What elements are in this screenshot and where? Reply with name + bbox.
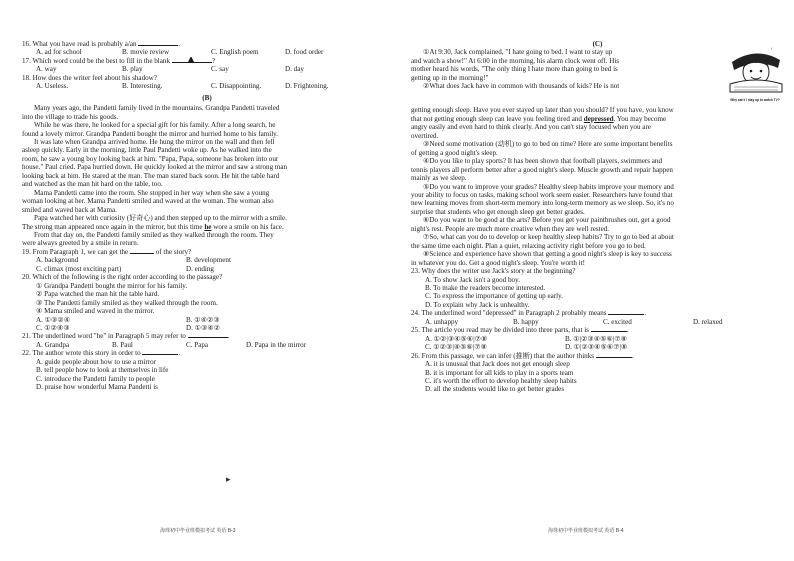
passage-text: wore a smile on his face. bbox=[211, 222, 284, 231]
cartoon-caption: Why can't I stay up to watch TV? bbox=[730, 97, 780, 102]
question-17: 17. Which word could be the best to fill in the blank ? bbox=[22, 56, 215, 65]
question-23: 23. Why does the writer use Jack's story at the beginning? bbox=[411, 267, 576, 276]
option-d: D. praise how wonderful Mama Pandetti is bbox=[36, 383, 158, 392]
option-d: D. food order bbox=[285, 48, 324, 57]
passage-line: ②What does Jack have in common with thousands of kids? He is not bbox=[423, 82, 620, 91]
question-24-stem: 24. The underlined word "depressed" in Paragraph 2 probably means bbox=[411, 309, 607, 318]
question-18-options bbox=[22, 82, 392, 90]
option-c: C. Disappointing. bbox=[211, 82, 262, 91]
option-c: C. ①②④③ bbox=[36, 323, 70, 332]
order-item: ① Grandpa Pandetti bought the mirror for his family. bbox=[36, 281, 188, 290]
option-d: D. ①③④② bbox=[186, 323, 221, 332]
passage-line: ③Need some motivation (动机) to go to bed on time? Here are some important benefits bbox=[423, 140, 673, 149]
question-21-options bbox=[22, 341, 392, 349]
right-page-column bbox=[411, 40, 784, 394]
passage-line: mother heard his words, "The only thing I hate more than going to bed is bbox=[411, 65, 618, 74]
passage-line: surprise that students who get enough sleep get better grades. bbox=[411, 207, 585, 216]
option-c: C. say bbox=[211, 65, 229, 74]
passage-c-intro bbox=[411, 48, 722, 106]
question-20-options bbox=[22, 316, 392, 324]
order-item: ② Papa watched the man hit the table hard. bbox=[36, 290, 160, 299]
question-17-stem: 17. Which word could be the best to fill in the blank bbox=[22, 56, 171, 65]
question-16: 16. What you have read is probably a/an . bbox=[22, 40, 181, 48]
option-b: B. ①④②③ bbox=[186, 315, 220, 324]
question-24-options bbox=[411, 318, 784, 326]
passage-line: and watched as the man hit hard on the table, too. bbox=[22, 180, 163, 189]
question-20-options-2 bbox=[22, 324, 392, 332]
option-a: A. unhappy bbox=[425, 317, 459, 326]
passage-b bbox=[22, 104, 392, 248]
underlined-word-depressed: depressed bbox=[583, 114, 614, 123]
right-page-footer: 海珠初中毕业班模拟考试 英语 B-4 bbox=[548, 528, 624, 534]
option-d: D. relaxed bbox=[693, 317, 723, 326]
passage-line: While he was there, he looked for a special gift for his family. After a long search, he bbox=[34, 121, 276, 130]
passage-c-body bbox=[411, 106, 784, 267]
passage-line: new learning moves from short-term memory into long-term memory as we sleep. So, it's no bbox=[411, 199, 674, 208]
passage-line: ⑧Science and experience have shown that getting a good night's sleep is key to success bbox=[423, 250, 672, 259]
option-b: B. tell people how to look at themselves in life bbox=[36, 366, 169, 375]
question-19-options bbox=[22, 256, 392, 264]
passage-line: house." Paul cried. Papa hurried down. He quickly looked at the mirror and saw a strong man bbox=[22, 163, 288, 172]
cartoon-illustration bbox=[726, 44, 784, 106]
intro-with-cartoon bbox=[411, 48, 784, 106]
passage-text: The strong man appeared once again in the mirror, but this time bbox=[22, 222, 205, 231]
passage-line: looking back at him. He stared at the man. The man stared back soon. He hit the table hard bbox=[22, 171, 280, 180]
underlined-word-he: he bbox=[204, 222, 212, 231]
passage-line: ④Do you like to play sports? It has been shown that football players, swimmers and bbox=[423, 157, 663, 166]
passage-line: night's rest. People are much more creative when they are well rested. bbox=[411, 224, 610, 233]
passage-line: getting up in the morning!" bbox=[411, 73, 489, 82]
answer-blank bbox=[138, 40, 178, 46]
option-b: B. Interesting. bbox=[122, 82, 163, 91]
passage-line: angry easily and even hard to think clearly. And you can't stay focused when you are bbox=[411, 123, 651, 132]
option-a: A. background bbox=[36, 256, 79, 265]
option-c: C. To express the importance of getting up early. bbox=[425, 292, 563, 301]
option-a: A. ①③②④ bbox=[36, 315, 71, 324]
question-24: 24. The underlined word "depressed" in Paragraph 2 probably means . bbox=[411, 309, 647, 318]
answer-blank bbox=[596, 352, 632, 358]
option-a: A. guide people about how to use a mirror bbox=[36, 357, 156, 366]
option-a: A. way bbox=[36, 65, 57, 74]
option-c: C. English poem bbox=[211, 48, 259, 57]
option-c: C. it's worth the effort to develop healthy sleep habits bbox=[425, 376, 577, 385]
question-19-options-2 bbox=[22, 265, 392, 273]
option-b: B. development bbox=[186, 256, 231, 265]
option-b: B. it is important for all kids to play in a sports team bbox=[425, 368, 574, 377]
passage-line: It was late when Grandpa arrived home. He hung the mirror on the wall and then fell bbox=[34, 137, 275, 146]
passage-line: smiled and waved back at Mama. bbox=[22, 205, 117, 214]
question-19-stem: 19. From Paragraph 1, we can get the bbox=[22, 247, 129, 256]
passage-line: were always greeted by a smile in return. bbox=[22, 239, 139, 248]
option-b: B. movie review bbox=[122, 48, 170, 57]
question-21-stem: 21. The underlined word "he" in Paragraph 5 may refer to bbox=[22, 332, 186, 341]
question-19-stem-end: of the story? bbox=[155, 247, 192, 256]
question-21: 21. The underlined word "he" in Paragraph 5 may refer to . bbox=[22, 332, 230, 341]
order-item: ④ Mama smiled and waved in the mirror. bbox=[36, 307, 155, 316]
passage-line-underlined-depressed bbox=[411, 115, 784, 123]
answer-blank bbox=[142, 349, 178, 355]
option-d: D. ending bbox=[186, 264, 214, 273]
question-18: 18. How does the writer feel about his shadow? bbox=[22, 73, 157, 82]
section-c-title: (C) bbox=[592, 40, 603, 48]
answer-blank bbox=[130, 248, 154, 254]
option-d: D. all the students would like to get better grades bbox=[425, 385, 565, 394]
question-25-stem: 25. The article you read may be divided into three parts, that is bbox=[411, 326, 589, 335]
passage-line: the same time each night. Plan a quiet, relaxing activity right before you go to bed. bbox=[411, 241, 646, 250]
left-page-column bbox=[22, 40, 392, 392]
option-b: B. Paul bbox=[112, 340, 133, 349]
passage-line: into the village to trade his goods. bbox=[22, 112, 119, 121]
passage-text: that not getting enough sleep can leave you feeling tired and bbox=[411, 114, 584, 123]
option-a: A. it is unusual that Jack does not get enough sleep bbox=[425, 360, 570, 369]
option-c: C. Papa bbox=[186, 340, 209, 349]
passage-line: ⑦So, what can you do to develop or keep healthy sleep habits? Try to go to bed at about bbox=[423, 233, 674, 242]
question-22-stem: 22. The author wrote this story in order to bbox=[22, 349, 141, 358]
section-b-title: (B) bbox=[202, 93, 212, 102]
option-a: A. To show Jack isn't a good boy. bbox=[425, 275, 520, 284]
answer-blank bbox=[608, 309, 644, 315]
question-25-options-2 bbox=[411, 343, 784, 351]
passage-line: your ability to focus on tasks, making school work seem easier. Researchers have found that bbox=[411, 190, 673, 199]
question-26-stem: 26. From this passage, we can infer (推断) that the author thinks bbox=[411, 351, 595, 360]
option-c: C. excited bbox=[603, 317, 632, 326]
passage-line: ⑤Do you want to improve your grades? Healthy sleep habits improve your memory and bbox=[423, 182, 674, 191]
question-17-options bbox=[22, 65, 392, 73]
answer-blank bbox=[591, 326, 627, 332]
passage-text: . You may become bbox=[613, 114, 667, 123]
passage-line: room, he saw a young boy looking back at him. "Papa, Papa, someone has broken into our bbox=[22, 154, 279, 163]
passage-line: getting enough sleep. Have you ever stayed up later than you should? If you have, you know bbox=[411, 106, 674, 115]
question-25-options bbox=[411, 335, 784, 343]
answer-blank bbox=[172, 57, 212, 63]
left-page-footer: 海珠初中毕业班模拟考试 英语 B-3 bbox=[160, 528, 236, 534]
question-26: 26. From this passage, we can infer (推断) that the author thinks . bbox=[411, 351, 634, 360]
option-d: D. Papa in the mirror bbox=[246, 340, 307, 349]
passage-line: woman looking at her. Mama Pandetti smiled and waved at the woman. The woman also bbox=[22, 197, 274, 206]
question-25: 25. The article you read may be divided into three parts, that is . bbox=[411, 326, 629, 335]
option-b: B. happy bbox=[513, 317, 539, 326]
passage-line: asleep quickly. Early in the morning, little Paul Pandetti woke up. As he walked into the bbox=[22, 146, 272, 155]
option-b: B. To make the readers become interested. bbox=[425, 283, 546, 292]
scan-mark-icon: ˒ bbox=[770, 42, 773, 52]
option-c: C. introduce the Pandetti family to people bbox=[36, 374, 155, 383]
option-c: C. ①②③|④⑤⑥|⑦⑧ bbox=[425, 343, 487, 352]
answer-blank bbox=[188, 332, 228, 338]
triangle-mark-icon bbox=[188, 57, 194, 62]
passage-line: Many years ago, the Pandetti family lived in the mountains. Grandpa Pandetti traveled bbox=[34, 104, 280, 113]
passage-line: mainly as we sleep. bbox=[411, 174, 467, 183]
passage-line: From that day on, the Pandetti family smiled as they walked through the room. They bbox=[34, 230, 274, 239]
option-d: D. To explain why Jack is unhealthy. bbox=[425, 300, 530, 309]
passage-line: ①At 9:30, Jack complained, "I hate going to bed. I want to stay up bbox=[423, 48, 613, 57]
question-20: 20. Which of the following is the right order according to the passage? bbox=[22, 273, 223, 282]
passage-line: of getting a good night's sleep. bbox=[411, 148, 498, 157]
passage-line: Papa watched her with curiosity (好奇心) and then stepped up to the mirror with a smile. bbox=[34, 214, 287, 223]
passage-line: and watch a show!" At 6:00 in the morning, his alarm clock went off. His bbox=[411, 56, 620, 65]
option-c: C. climax (most exciting part) bbox=[36, 264, 122, 273]
question-16-stem: 16. What you have read is probably a/an bbox=[22, 40, 137, 48]
passage-line: ⑥Do you want to be good at the arts? Before you get your paintbrushes out, get a good bbox=[423, 216, 671, 225]
option-a: A. ad for school bbox=[36, 48, 82, 57]
question-19 bbox=[22, 248, 392, 256]
option-d: D. Frightening. bbox=[285, 82, 329, 91]
option-d: D. day bbox=[285, 65, 304, 74]
option-b: B. ①|②③④⑤⑥|⑦⑧ bbox=[565, 334, 627, 343]
option-d: D. ①|②③④⑤⑥⑦|⑧ bbox=[565, 343, 628, 352]
scan-mark-icon: ▸ bbox=[226, 474, 231, 484]
passage-line: in whatever you do. Get a good night's sleep. You're worth it! bbox=[411, 258, 585, 267]
passage-line: tennis players all perform better after a good night's sleep. Muscle growth and repair happen bbox=[411, 165, 673, 174]
passage-line-underlined-he bbox=[22, 223, 392, 231]
order-item: ③ The Pandetti family smiled as they walked through the room. bbox=[36, 298, 218, 307]
question-22: 22. The author wrote this story in order to . bbox=[22, 349, 181, 358]
question-16-options bbox=[22, 48, 392, 56]
passage-line: overtired. bbox=[411, 131, 439, 140]
option-a: A. Grandpa bbox=[36, 340, 70, 349]
option-a: A. ①②|③④⑤⑥|⑦⑧ bbox=[425, 334, 488, 343]
option-b: B. play bbox=[122, 65, 143, 74]
option-a: A. Useless. bbox=[36, 82, 69, 91]
passage-line: Mama Pandetti came into the room. She stopped in her way when she saw a young bbox=[34, 188, 270, 197]
passage-line: found a lovely mirror. Grandpa Pandetti bought the mirror and hurried home to his family. bbox=[22, 129, 279, 138]
